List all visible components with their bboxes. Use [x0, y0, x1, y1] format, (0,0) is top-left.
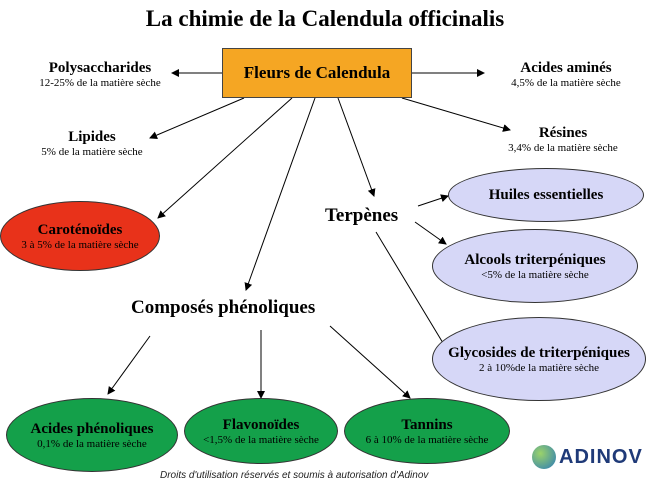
acides-amines-node [486, 60, 646, 89]
flavonoides-amount: <1,5% de la matière sèche [203, 433, 319, 446]
page-title: La chimie de la Calendula officinalis [145, 6, 505, 31]
glycosides-amount: 2 à 10%de la matière sèche [478, 361, 600, 374]
flavonoides-ellipse [184, 398, 338, 464]
acides-phenoliques-amount: 0,1% de la matière sèche [37, 437, 147, 450]
tannins-name: Tannins [401, 416, 453, 433]
tannins-ellipse [344, 398, 510, 464]
lipides-name: Lipides [68, 129, 116, 145]
arrow-carotenoides [158, 98, 292, 218]
acides-phenoliques-name: Acides phénoliques [30, 420, 154, 437]
huiles-ellipse [448, 168, 644, 222]
center-label: Fleurs de Calendula [243, 63, 391, 82]
acides-amines-name: Acides aminés [520, 60, 612, 76]
resines-name: Résines [538, 125, 588, 141]
acides-amines-amount: 4,5% de la matière sèche [511, 77, 621, 89]
center-box [222, 48, 412, 98]
acides-phenoliques-ellipse [6, 398, 178, 472]
copyright-footer: Droits d'utilisation réservés et soumis à autorisation d'Adinov [160, 470, 429, 481]
polysaccharides-amount: 12-25% de la matière sèche [39, 77, 161, 89]
phenoliques-label: Composés phénoliques [131, 297, 316, 318]
resines-amount: 3,4% de la matière sèche [508, 142, 618, 154]
arrow-alcools [415, 222, 446, 244]
glycosides-name: Glycosides de triterpéniques [448, 344, 630, 361]
alcools-name: Alcools triterpéniques [464, 251, 606, 268]
arrow-huiles [418, 196, 448, 206]
carotenoides-ellipse [0, 201, 160, 271]
globe-icon [532, 445, 556, 469]
logo-text: ADINOV [559, 445, 643, 468]
arrow-phenoliques [246, 98, 315, 290]
alcools-amount: <5% de la matière sèche [481, 268, 589, 281]
resines-node [488, 125, 638, 154]
flavonoides-name: Flavonoïdes [222, 416, 300, 433]
polysaccharides-name: Polysaccharides [48, 60, 152, 76]
lipides-amount: 5% de la matière sèche [41, 146, 143, 158]
arrow-acides-phenoliques [108, 336, 150, 394]
arrow-glycosides [376, 232, 446, 348]
carotenoides-amount: 3 à 5% de la matière sèche [21, 238, 139, 251]
lipides-node [22, 129, 162, 158]
adinov-logo [532, 440, 644, 474]
glycosides-ellipse [432, 317, 646, 401]
arrow-terpenes [338, 98, 374, 196]
arrow-lipides [150, 98, 244, 138]
carotenoides-name: Caroténoïdes [37, 221, 123, 238]
tannins-amount: 6 à 10% de la matière sèche [365, 433, 489, 446]
arrow-tannins [330, 326, 410, 398]
polysaccharides-node [20, 60, 180, 89]
alcools-ellipse [432, 229, 638, 303]
terpenes-label: Terpènes [325, 205, 399, 226]
huiles-name: Huiles essentielles [488, 186, 604, 203]
